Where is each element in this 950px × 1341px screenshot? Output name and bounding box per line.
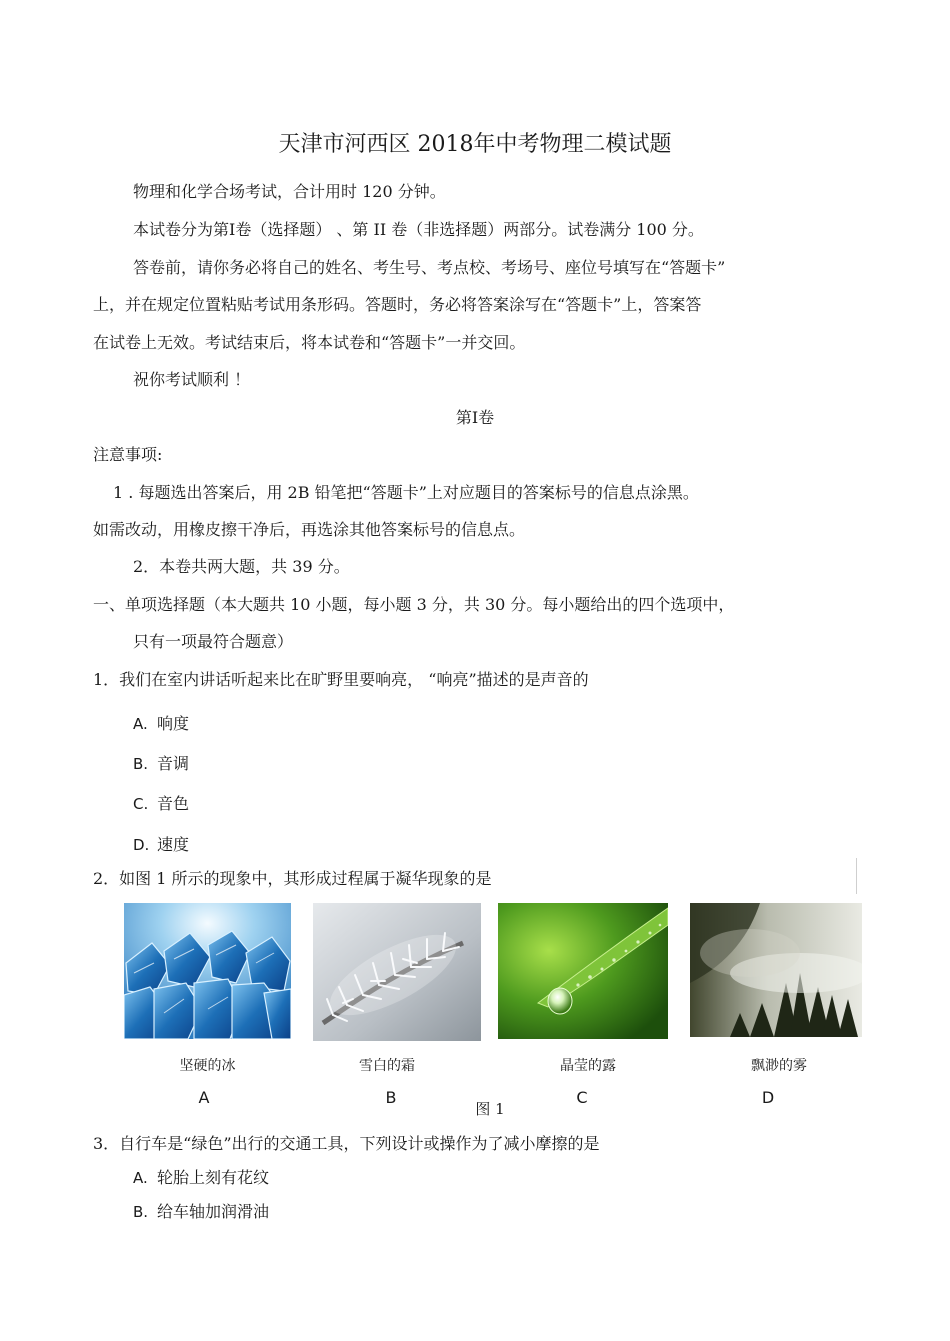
option-letter: A. <box>133 715 148 733</box>
option-letter: B. <box>133 755 149 773</box>
question-1-option-a <box>133 714 189 734</box>
figure-image-ice <box>124 903 291 1039</box>
figure-image-fog <box>690 903 862 1037</box>
intro-time-line: 物理和化学合场考试，合计用时 120 分钟。 <box>133 182 446 201</box>
option-text: 轮胎上刻有花纹 <box>157 1168 270 1187</box>
question-2-stem: 2．如图 1 所示的现象中，其形成过程属于凝华现象的是 <box>93 869 492 888</box>
question-3-option-a <box>133 1168 269 1188</box>
intro-instructions-line-1: 答卷前，请你务必将自己的姓名、考生号、考点校、考场号、座位号填写在“答题卡” <box>133 258 726 277</box>
option-letter: C. <box>133 795 149 813</box>
option-text: 音色 <box>157 794 190 813</box>
intro-instructions-line-3: 在试卷上无效。考试结束后，将本试卷和“答题卡”一并交回。 <box>93 333 526 352</box>
notes-heading: 注意事项: <box>93 445 163 464</box>
figure-image-dew <box>498 903 668 1039</box>
option-text: 给车轴加润滑油 <box>157 1202 270 1221</box>
figure-d-label: D <box>761 1088 775 1107</box>
figure-d-caption: 飘渺的雾 <box>751 1058 807 1074</box>
question-1-option-d <box>133 835 189 855</box>
option-text: 音调 <box>157 754 190 773</box>
question-3-stem: 3．自行车是“绿色”出行的交通工具，下列设计或操作为了减小摩擦的是 <box>93 1134 600 1153</box>
question-1-option-c <box>133 794 189 814</box>
question-1-stem: 1．我们在室内讲话听起来比在旷野里要响亮， “响亮”描述的是声音的 <box>93 670 589 689</box>
question-1-option-b <box>133 754 189 774</box>
figure-c-caption: 晶莹的露 <box>560 1058 616 1074</box>
option-letter: D. <box>133 836 150 854</box>
intro-instructions-line-2: 上，并在规定位置粘贴考试用条形码。答题时，务必将答案涂写在“答题卡”上，答案答 <box>93 295 702 314</box>
option-text: 速度 <box>157 835 190 854</box>
figure-image-frost <box>313 903 481 1041</box>
figure-b-caption: 雪白的霜 <box>359 1058 415 1074</box>
page-edge-mark <box>856 858 857 894</box>
question-3-option-b <box>133 1202 269 1222</box>
note-2: 2．本卷共两大题，共 39 分。 <box>133 557 350 576</box>
figure-a-label: A <box>198 1088 210 1107</box>
option-letter: A. <box>133 1169 148 1187</box>
intro-good-luck: 祝你考试顺利 ！ <box>133 370 251 389</box>
option-text: 响度 <box>157 714 190 733</box>
note-1-line-1: 1 . 每题选出答案后，用 2B 铅笔把“答题卡”上对应题目的答案标号的信息点涂黑。 <box>113 483 699 502</box>
figure-b-label: B <box>385 1088 397 1107</box>
figure-a-caption: 坚硬的冰 <box>179 1058 236 1074</box>
option-letter: B. <box>133 1203 149 1221</box>
section-title: 第Ⅰ卷 <box>455 408 495 427</box>
figure-c-label: C <box>576 1088 588 1107</box>
figure-1-label: 图 1 <box>475 1100 505 1118</box>
part1-heading-line-2: 只有一项最符合题意） <box>133 632 294 651</box>
intro-structure-line: 本试卷分为第Ⅰ卷（选择题） 、第 II 卷（非选择题）两部分。试卷满分 100 分。 <box>133 220 704 239</box>
exam-title: 天津市河西区 2018年中考物理二模试题 <box>278 132 672 157</box>
part1-heading-line-1: 一、单项选择题（本大题共 10 小题，每小题 3 分，共 30 分。每小题给出的四个选项中， <box>93 595 735 614</box>
note-1-line-2: 如需改动，用橡皮擦干净后，再选涂其他答案标号的信息点。 <box>93 520 526 539</box>
